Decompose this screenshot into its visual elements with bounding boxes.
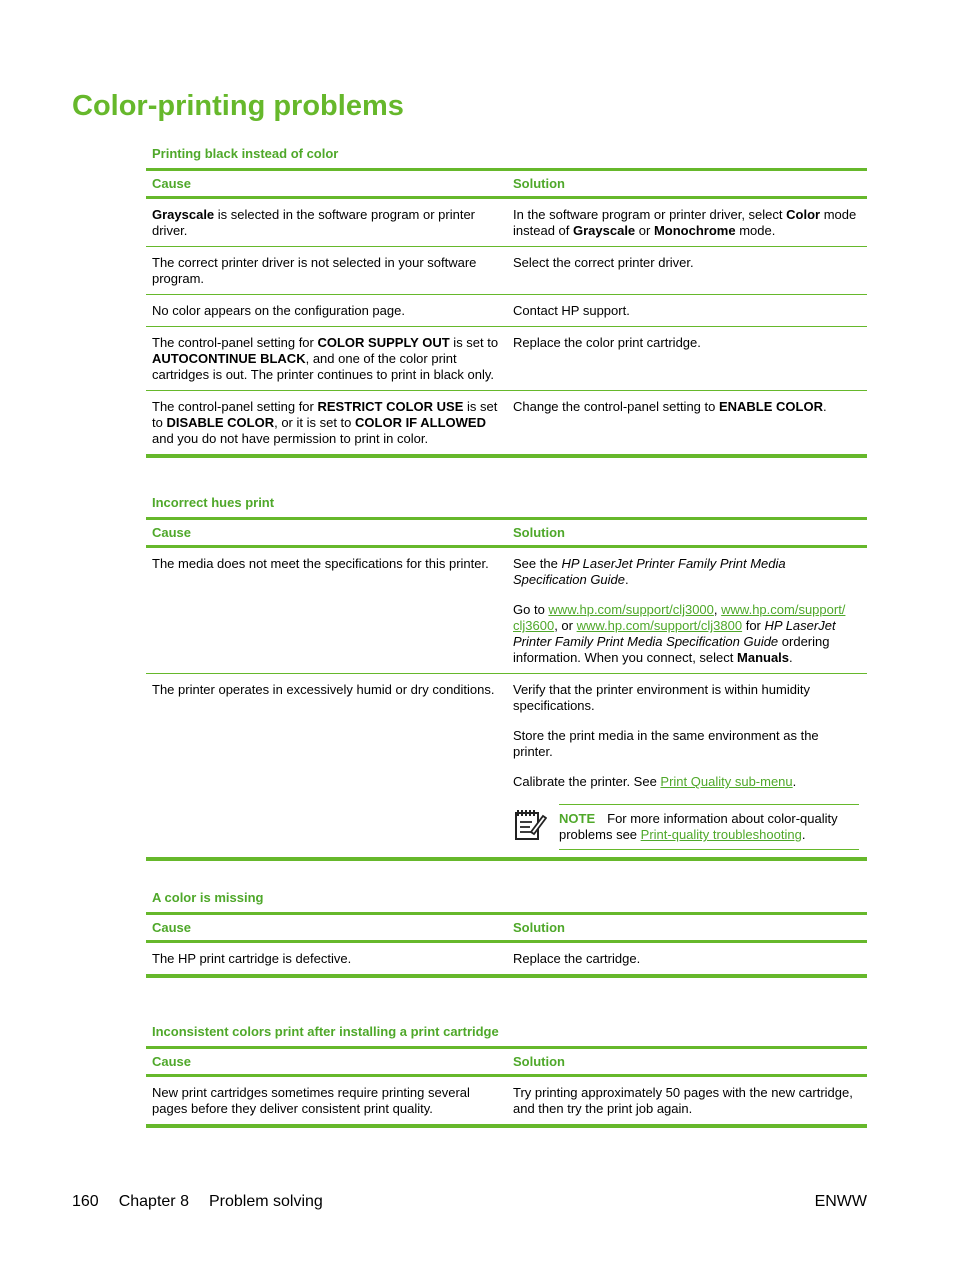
solution-paragraph: Go to www.hp.com/support/clj3000, www.hp.com/support/ clj3600, or www.hp.com/support/clj3800 for HP LaserJet Printer Family Print Media Specification Guide ordering information. When you connect, select Manuals.	[513, 602, 846, 665]
header-solution: Solution	[513, 525, 565, 540]
section-title: A color is missing	[152, 890, 264, 905]
header-cause: Cause	[152, 1054, 192, 1069]
solution-paragraph: Store the print media in the same environment as the printer.	[513, 728, 819, 759]
chapter-label: Chapter 8	[118, 1193, 189, 1210]
bold-text: ENABLE COLOR	[718, 399, 823, 414]
bold-text: COLOR IF ALLOWED	[355, 415, 486, 430]
bold-text: RESTRICT COLOR USE	[317, 399, 464, 414]
chapter-title: Problem solving	[208, 1193, 323, 1210]
bold-text: Grayscale	[152, 207, 215, 222]
italic-text: HP LaserJet Printer Family Print Media Specification Guide	[513, 556, 786, 587]
note-icon	[513, 804, 559, 850]
solution-paragraph: Select the correct printer driver.	[513, 255, 694, 270]
solution-paragraph: In the software program or printer driver, select Color mode instead of Grayscale or Monochrome mode.	[513, 207, 857, 238]
header-cause: Cause	[152, 525, 192, 540]
cause-cell: Grayscale is selected in the software program or printer driver.	[152, 207, 476, 238]
table-header	[146, 168, 867, 199]
bold-text: DISABLE COLOR	[166, 415, 275, 430]
header-solution: Solution	[513, 176, 565, 191]
header-solution: Solution	[513, 920, 565, 935]
table-incorrect-hues	[146, 495, 867, 861]
cause-cell: The correct printer driver is not selected in your software program.	[152, 255, 477, 286]
footer-left	[72, 1193, 323, 1211]
solution-cell	[507, 255, 867, 287]
bold-text: AUTOCONTINUE BLACK	[152, 351, 306, 366]
table-row	[146, 391, 867, 458]
table-printing-black	[146, 146, 867, 458]
section-title: Inconsistent colors print after installing a print cartridge	[152, 1024, 499, 1039]
link[interactable]: www.hp.com/support/clj3800	[576, 618, 743, 633]
cause-cell: New print cartridges sometimes require printing several pages before they deliver consistent print quality.	[152, 1085, 470, 1116]
cause-cell: The printer operates in excessively humid or dry conditions.	[152, 682, 495, 697]
solution-cell	[507, 951, 867, 967]
cause-cell: The control-panel setting for RESTRICT COLOR USE is set to DISABLE COLOR, or it is set to COLOR IF ALLOWED and you do not have permission to print in color.	[152, 399, 498, 446]
table-header	[146, 517, 867, 548]
table-row	[146, 295, 867, 327]
link[interactable]: Print Quality sub-menu	[660, 774, 793, 789]
table-inconsistent-colors	[146, 1024, 867, 1128]
bold-text: Grayscale	[573, 223, 636, 238]
cause-cell: The media does not meet the specifications for this printer.	[152, 556, 489, 571]
table-row	[146, 247, 867, 295]
solution-paragraph: Replace the color print cartridge.	[513, 335, 701, 350]
solution-paragraph: See the HP LaserJet Printer Family Print Media Specification Guide.	[513, 556, 786, 587]
page-number: 160	[72, 1193, 99, 1210]
solution-cell	[507, 303, 867, 319]
table-row	[146, 943, 867, 978]
section-title: Printing black instead of color	[152, 146, 339, 161]
header-cause: Cause	[152, 920, 192, 935]
footer-right: ENWW	[814, 1193, 867, 1210]
table-header	[146, 1046, 867, 1077]
solution-cell	[507, 1085, 867, 1117]
bold-text: Manuals	[737, 650, 790, 665]
solution-cell	[507, 682, 867, 850]
header-cause: Cause	[152, 176, 192, 191]
table-row	[146, 327, 867, 391]
link[interactable]: www.hp.com/support/clj3000	[548, 602, 714, 617]
cause-cell: The HP print cartridge is defective.	[152, 951, 352, 966]
italic-text: HP LaserJet Printer Family Print Media Specification Guide	[513, 618, 836, 649]
table-row	[146, 199, 867, 247]
solution-paragraph: Verify that the printer environment is within humidity specifications.	[513, 682, 810, 713]
table-header	[146, 912, 867, 943]
solution-paragraph: Try printing approximately 50 pages with the new cartridge, and then try the print job again.	[513, 1085, 853, 1116]
page-title: Color-printing problems	[72, 90, 404, 122]
bold-text: Monochrome	[653, 223, 736, 238]
solution-cell	[507, 335, 867, 383]
note-block	[513, 804, 861, 850]
cause-cell: The control-panel setting for COLOR SUPPLY OUT is set to AUTOCONTINUE BLACK, and one of the color print cartridges is out. The printer continues to print in black only.	[152, 335, 499, 382]
bold-text: COLOR SUPPLY OUT	[317, 335, 450, 350]
bold-text: Color	[786, 207, 821, 222]
solution-cell	[507, 207, 867, 239]
table-color-missing	[146, 890, 867, 978]
note-label: NOTE	[559, 811, 596, 826]
table-row	[146, 1077, 867, 1128]
solution-cell	[507, 556, 867, 666]
solution-paragraph: Calibrate the printer. See Print Quality sub-menu.	[513, 774, 797, 789]
note-text: NOTE For more information about color-quality problems see Print-quality troubleshooting.	[559, 804, 859, 850]
solution-paragraph: Change the control-panel setting to ENABLE COLOR.	[513, 399, 827, 414]
page-footer	[72, 1193, 867, 1211]
link[interactable]: www.hp.com/support/ clj3600	[513, 602, 846, 633]
table-row	[146, 548, 867, 674]
cause-cell: No color appears on the configuration page.	[152, 303, 405, 318]
header-solution: Solution	[513, 1054, 565, 1069]
section-title: Incorrect hues print	[152, 495, 275, 510]
solution-cell	[507, 399, 867, 447]
solution-paragraph: Contact HP support.	[513, 303, 630, 318]
link[interactable]: Print-quality troubleshooting	[640, 827, 802, 842]
solution-paragraph: Replace the cartridge.	[513, 951, 641, 966]
table-row	[146, 674, 867, 861]
